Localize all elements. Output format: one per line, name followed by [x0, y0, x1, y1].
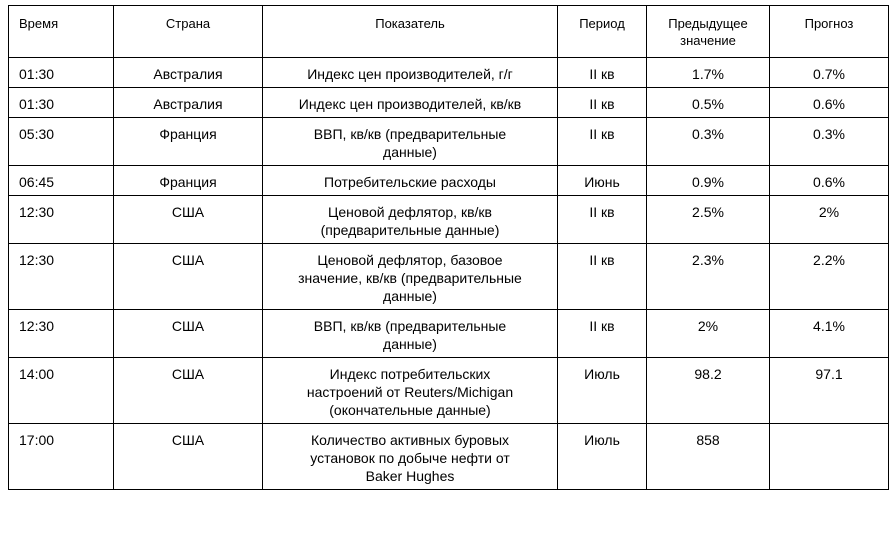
table-row [9, 244, 889, 310]
header-period: Период [558, 6, 647, 58]
cell-previous: 0.3% [647, 118, 770, 166]
cell-indicator [263, 118, 558, 166]
cell-previous: 0.5% [647, 88, 770, 118]
cell-country: Франция [114, 118, 263, 166]
economic-calendar-table [8, 5, 889, 490]
cell-previous: 2.5% [647, 196, 770, 244]
cell-indicator [263, 196, 558, 244]
cell-period: Июль [558, 358, 647, 424]
cell-time: 05:30 [9, 118, 114, 166]
table-row [9, 358, 889, 424]
indicator-text: Индекс цен производителей, г/г [307, 66, 513, 82]
cell-forecast: 0.6% [770, 166, 889, 196]
cell-indicator [263, 424, 558, 490]
cell-previous: 98.2 [647, 358, 770, 424]
cell-country: Австралия [114, 88, 263, 118]
table-row [9, 118, 889, 166]
cell-country: США [114, 358, 263, 424]
table-row [9, 196, 889, 244]
cell-country: Франция [114, 166, 263, 196]
header-indicator: Показатель [263, 6, 558, 58]
header-country: Страна [114, 6, 263, 58]
cell-time: 12:30 [9, 244, 114, 310]
cell-forecast: 2.2% [770, 244, 889, 310]
table-body [9, 58, 889, 490]
indicator-text: Индекс потребительских настроений от Reuters/Michigan (окончательные данные) [306, 366, 514, 418]
cell-time: 06:45 [9, 166, 114, 196]
header-forecast: Прогноз [770, 6, 889, 58]
table-row [9, 88, 889, 118]
header-row [9, 6, 889, 58]
cell-time: 01:30 [9, 88, 114, 118]
cell-country: Австралия [114, 58, 263, 88]
cell-period: II кв [558, 58, 647, 88]
cell-forecast: 0.7% [770, 58, 889, 88]
cell-country: США [114, 424, 263, 490]
cell-country: США [114, 244, 263, 310]
cell-period: II кв [558, 196, 647, 244]
cell-indicator [263, 166, 558, 196]
cell-country: США [114, 196, 263, 244]
cell-forecast: 2% [770, 196, 889, 244]
cell-period: II кв [558, 118, 647, 166]
cell-previous: 0.9% [647, 166, 770, 196]
cell-period: Июнь [558, 166, 647, 196]
indicator-text: Ценовой дефлятор, кв/кв (предварительные данные) [320, 204, 500, 238]
cell-period: II кв [558, 244, 647, 310]
indicator-text: Потребительские расходы [324, 174, 496, 190]
cell-period: II кв [558, 88, 647, 118]
indicator-text: ВВП, кв/кв (предварительные данные) [313, 126, 507, 160]
cell-indicator [263, 244, 558, 310]
cell-period: II кв [558, 310, 647, 358]
economic-calendar [8, 5, 889, 490]
cell-forecast [770, 424, 889, 490]
table-row [9, 310, 889, 358]
header-previous-label: Предыдущее значение [668, 16, 748, 48]
cell-time: 12:30 [9, 310, 114, 358]
cell-time: 12:30 [9, 196, 114, 244]
cell-time: 01:30 [9, 58, 114, 88]
indicator-text: ВВП, кв/кв (предварительные данные) [313, 318, 507, 352]
header-previous [647, 6, 770, 58]
table-row [9, 58, 889, 88]
cell-previous: 858 [647, 424, 770, 490]
indicator-text: Количество активных буровых установок по добыче нефти от Baker Hughes [310, 432, 510, 484]
cell-indicator [263, 310, 558, 358]
cell-time: 17:00 [9, 424, 114, 490]
cell-forecast: 0.3% [770, 118, 889, 166]
cell-previous: 2.3% [647, 244, 770, 310]
cell-forecast: 0.6% [770, 88, 889, 118]
indicator-text: Ценовой дефлятор, базовое значение, кв/кв (предварительные данные) [298, 252, 522, 304]
cell-forecast: 97.1 [770, 358, 889, 424]
cell-period: Июль [558, 424, 647, 490]
cell-indicator [263, 88, 558, 118]
cell-previous: 1.7% [647, 58, 770, 88]
header-time: Время [9, 6, 114, 58]
indicator-text: Индекс цен производителей, кв/кв [298, 96, 522, 112]
cell-forecast: 4.1% [770, 310, 889, 358]
table-row [9, 424, 889, 490]
cell-indicator [263, 58, 558, 88]
cell-time: 14:00 [9, 358, 114, 424]
table-row [9, 166, 889, 196]
cell-country: США [114, 310, 263, 358]
cell-previous: 2% [647, 310, 770, 358]
cell-indicator [263, 358, 558, 424]
